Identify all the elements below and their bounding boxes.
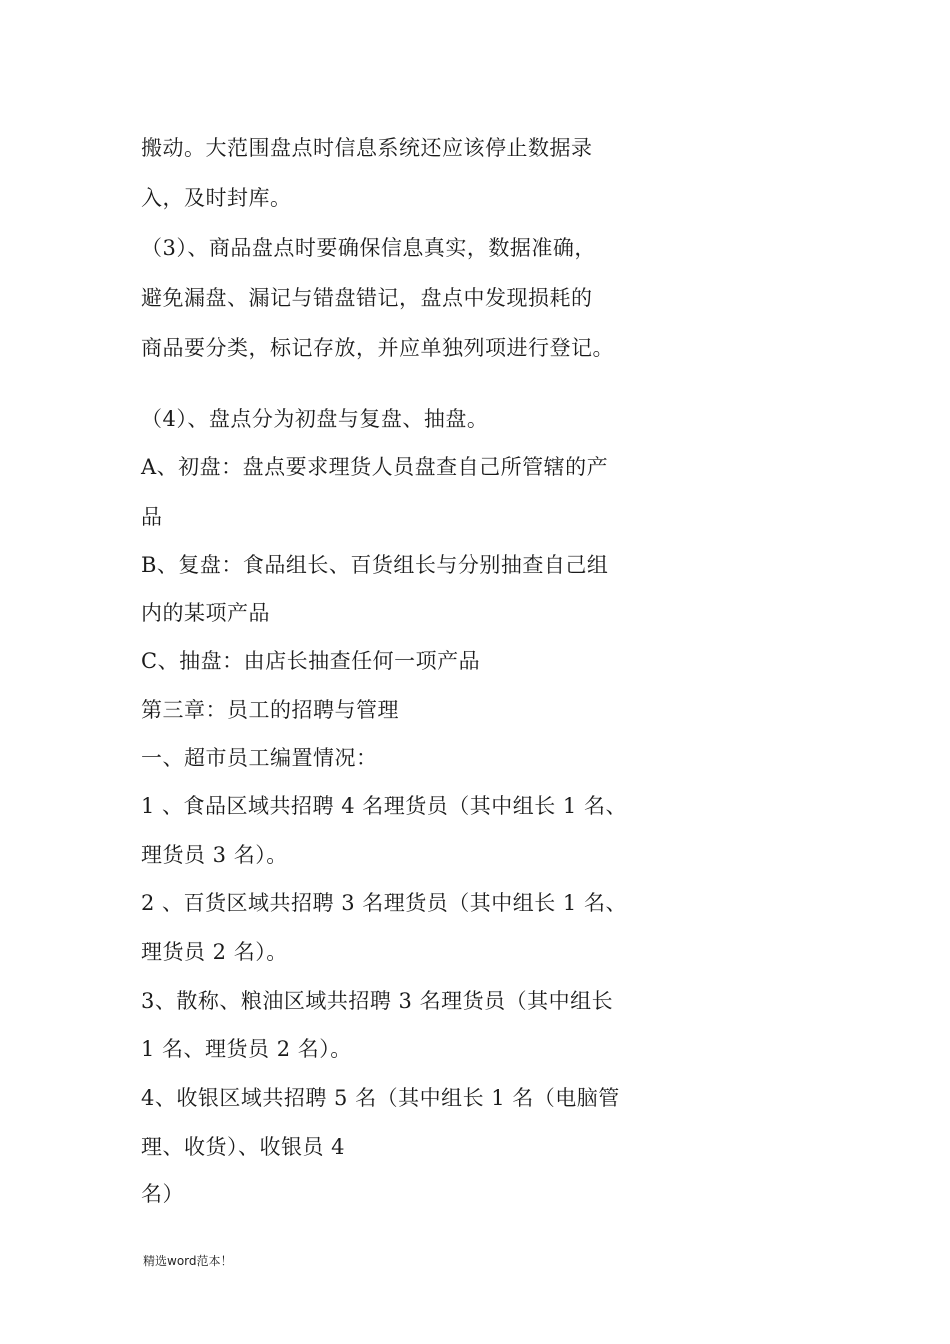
page-footer: 精选word范本！	[143, 1254, 233, 1268]
chapter-heading: 第三章：员工的招聘与管理	[141, 698, 399, 722]
text-line: （3）、商品盘点时要确保信息真实，数据准确，	[141, 236, 596, 260]
text-line: 1 名、理货员 2 名）。	[141, 1037, 352, 1061]
text-line: 2 、百货区域共招聘 3 名理货员（其中组长 1 名、	[141, 891, 627, 915]
text-line: （4）、盘点分为初盘与复盘、抽盘。	[141, 407, 489, 431]
text-line: 名）	[141, 1182, 184, 1206]
text-line: 入，及时封库。	[141, 186, 292, 210]
text-line: 内的某项产品	[141, 601, 270, 625]
text-line: 品	[141, 505, 163, 529]
text-line: 理货员 3 名）。	[141, 843, 288, 867]
section-heading: 一、超市员工编置情况：	[141, 746, 378, 770]
text-line: 商品要分类，标记存放，并应单独列项进行登记。	[141, 336, 614, 360]
text-line: 搬动。大范围盘点时信息系统还应该停止数据录	[141, 136, 593, 160]
text-line: C、抽盘：由店长抽查任何一项产品	[141, 649, 481, 673]
text-line: 避免漏盘、漏记与错盘错记，盘点中发现损耗的	[141, 286, 593, 310]
text-line: 1 、食品区域共招聘 4 名理货员（其中组长 1 名、	[141, 794, 627, 818]
text-line: 理、收货）、收银员 4	[141, 1135, 346, 1159]
text-line: B、复盘：食品组长、百货组长与分别抽查自己组	[141, 553, 609, 577]
text-line: 3、散称、粮油区域共招聘 3 名理货员（其中组长	[141, 989, 614, 1013]
text-line: 4、收银区域共招聘 5 名（其中组长 1 名（电脑管	[141, 1086, 620, 1110]
text-line: 理货员 2 名）。	[141, 940, 288, 964]
text-line: A、初盘：盘点要求理货人员盘查自己所管辖的产	[141, 455, 609, 479]
